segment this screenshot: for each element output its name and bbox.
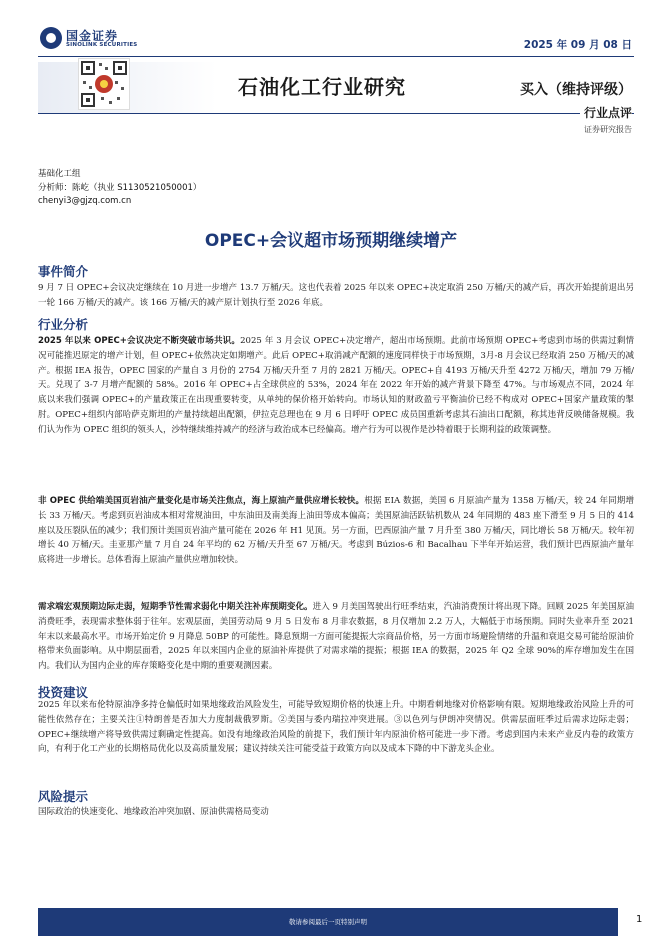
analyst-email[interactable]: chenyi3@gjzq.com.cn: [38, 196, 132, 206]
paragraph-body: 2025 年 3 月会议 OPEC+决定增产，超出市场预期。此前市场预期 OPEC+考虑到市场的供需过剩情况可能推迟原定的增产计划，但 OPEC+依然决定如期增产。此后 OPEC+取消减产配额的速度同样快于市场预期，3月-8 月会议已经取消 250 万桶/天的减产。根据 IEA 报告，OPEC 国家的产量自 3 月份的 2754 万桶/天升至 7 月的 2821 万桶/天。OPEC+自 4193 万桶/天升至 4272 万桶/天，增加 79 万桶/天。兑现了 3-7 月增产配额的 58%。2016 年 OPEC+占全球供应的 53%，2024 年在 2022 年开始的减产背景下降至 47%。与市场观点不同，2024 年底以来我们强调 OPEC+的产量政策正在出现重要转变，从单纯的保价格开始转向。市场认知的财政盈亏平衡油价已经不构成对 OPEC+国家产量政策的掣肘。OPEC+组织内部哈萨克斯坦的产量持续超出配额，伊拉克总理也在 9 月 6 日呼吁 OPEC 成员国重新考虑其石油出口配额，称其违背反映储备规模。我们认为作为 OPEC 组织的领头人，沙特继续维持减产的经济与政治成本已经偏高。增产行为可以视作是沙特着眼于长期利益的政策调整。: [38, 336, 634, 435]
section-heading-advice: 投资建议: [38, 685, 89, 700]
section-heading-risk: 风险提示: [38, 789, 89, 804]
logo-icon: [40, 27, 62, 49]
analyst-name: 分析师：陈屹（执业 S1130521050001）: [38, 183, 202, 193]
page-number: 1: [636, 914, 643, 925]
footer-disclaimer[interactable]: 敬请参阅最后一页特别声明: [289, 918, 367, 926]
advice-paragraph: 2025 年以来布伦特原油净多持仓偏低时如果地缘政治风险发生，可能导致短期价格的快速上升。中期看刺地缘对价格影响有限。短期地缘政治风险上升的可能性依然存在；主要关注①特朗普是否加大力度制裁俄罗斯。②美国与委内瑞拉冲突进展。③以色列与伊朗冲突情况。供需层面旺季过后需求边际走弱；OPEC+继续增产将导致供需过剩确定性提高。如没有地缘政治风险的前提下，我们预计年内原油价格可能进一步下滑。考虑到国内未来产业反内卷的政策方向，有利于化工产业的长期格局优化以及高质量发展；建议持续关注可能受益于政策方向以及成本下降的中下游龙头企业。: [38, 700, 634, 755]
paragraph-body: 进入 9 月美国驾驶出行旺季结束，汽油消费预计将出现下降。回顾 2025 年美国原油消费旺季，表现需求整体弱于往年。宏观层面，美国劳动局 9 月 5 日发布 8 月非农数据，8 月仅增加 2.2 万人，大幅低于市场预期。同时失业率升至 2021 年末以来最高水平。市场开始定价 9 月降息 50BP 的可能性。降息预期一方面可能提振大宗商品价格，另一方面市场避险情绪的升温和衰退交易可能给原油价格带来负面影响。从中期层面看，2025 年以来国内企业的原油补库提供了对需求端的提振；根据 IEA 的数据，2025 年 Q2 全球 90%的库存增加发生在国内。我们认为国内企业的库存策略变化是中期的重要观测因素。: [38, 602, 634, 672]
report-date: 2025 年 09 月 08 日: [523, 39, 632, 51]
header-divider: [38, 56, 634, 57]
report-type: 行业点评: [580, 104, 632, 121]
section-heading-analysis: 行业分析: [38, 317, 89, 332]
report-subtype: 证券研究报告: [584, 125, 632, 134]
qr-code-icon: [78, 58, 130, 110]
paragraph-lead: 需求端宏观预期边际走弱，短期季节性需求弱化中期关注补库预期变化。: [38, 602, 313, 612]
rating-label: 买入（维持评级）: [520, 82, 632, 98]
header-divider-bottom: [38, 113, 634, 114]
section-heading-event: 事件简介: [38, 264, 89, 279]
risk-paragraph: 国际政治的快速变化、地缘政治冲突加剧、原油供需格局变动: [38, 807, 269, 817]
logo-subtext: SINOLINK SECURITIES: [66, 42, 138, 48]
paragraph-body: 根据 EIA 数据，美国 6 月原油产量为 1358 万桶/天，较 24 年同期增长 33 万桶/天。考虑到页岩油成本相对常规油田，中东油田及南美海上油田等成本偏高；美国原油活跃钻机数从 24 年同期的 483 座下滑至 9 月 5 日的 414 座以及压裂队伍的减少；我们预计美国页岩油产量可能在 2026 年 H1 见顶。另一方面，巴西原油产量 7 月升至 380 万桶/天，同比增长 58 万桶/天。较年初增长 40 万桶/天。圭亚那产量 7 月自 24 年平均的 62 万桶/天升至 67 万桶/天。考虑到 Búzios-6 和 Bacalhau 下半年开始运营，我们预计巴西原油产量年底将进一步增长。总体看海上原油产量供应增加较快。: [38, 496, 635, 566]
event-paragraph: 9 月 7 日 OPEC+会议决定继续在 10 月进一步增产 13.7 万桶/天。这也代表着 2025 年以来 OPEC+决定取消 250 万桶/天的减产后，再次开始提前退出另一轮 166 万桶/天的减产。该 166 万桶/天的减产原计划执行至 2026 年底。: [38, 283, 634, 308]
main-title: OPEC+会议超市场预期继续增产: [204, 231, 458, 251]
analysis-paragraph-supply: [38, 494, 634, 568]
logo-text: 国金证券: [66, 29, 119, 43]
paragraph-lead: 2025 年以来 OPEC+会议决定不断突破市场共识。: [38, 336, 241, 346]
analyst-sector: 基础化工组: [38, 169, 81, 179]
paragraph-lead: 非 OPEC 供给端美国页岩油产量变化是市场关注焦点，海上原油产量供应增长较快。: [38, 496, 365, 506]
analysis-paragraph-demand: [38, 600, 634, 674]
report-title: 石油化工行业研究: [238, 75, 406, 99]
analysis-paragraph-opec: [38, 334, 634, 438]
